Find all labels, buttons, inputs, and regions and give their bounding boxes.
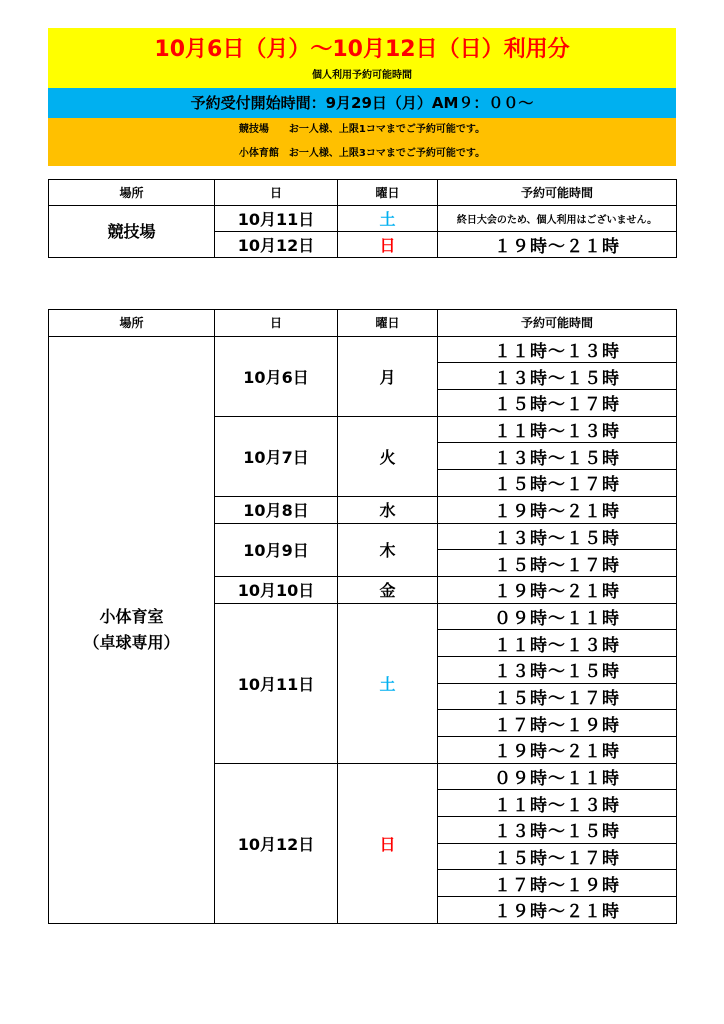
weekday-cell: 土 [338,206,438,232]
table-row [49,336,677,363]
header-weekday: 曜日 [338,180,438,206]
small-gym-table [48,309,677,924]
weekday-cell: 火 [338,416,438,496]
limit-small-gym: 小体育館 お一人様、上限3コマまでご予約可能です。 [238,148,486,159]
time-slot: １３時～１５時 [438,443,677,470]
date-cell: 10月12日 [215,763,338,923]
table-header-row [49,180,677,206]
stadium-table [48,179,677,258]
venue-name: 小体育室 [99,606,164,626]
weekday-cell: 木 [338,523,438,576]
time-slot: １１時～１３時 [438,336,677,363]
time-slot: １５時～１７時 [438,550,677,577]
time-slot: １７時～１９時 [438,710,677,737]
header-place: 場所 [49,180,215,206]
date-cell: 10月7日 [215,416,338,496]
weekday-cell: 土 [338,603,438,763]
time-slot: １１時～１３時 [438,790,677,817]
title-banner [48,28,676,88]
date-cell: 10月10日 [215,576,338,603]
date-cell: 10月9日 [215,523,338,576]
venue-small-gym [49,336,215,923]
weekday-cell: 日 [338,232,438,258]
time-slot: 終日大会のため、個人利用はございません。 [438,206,677,232]
time-slot: １１時～１３時 [438,416,677,443]
time-slot: １５時～１７時 [438,390,677,417]
weekday-cell: 日 [338,763,438,923]
table-header-row [49,310,677,337]
time-slot: １７時～１９時 [438,870,677,897]
time-slot: ０９時～１１時 [438,763,677,790]
date-cell: 10月8日 [215,496,338,523]
page-subtitle: 個人利用予約可能時間 [312,70,412,81]
time-slot: １３時～１５時 [438,817,677,844]
time-slot: １９時～２１時 [438,232,677,258]
limit-stadium: 競技場 お一人様、上限1コマまでご予約可能です。 [238,124,486,135]
weekday-cell: 金 [338,576,438,603]
time-slot: １３時～１５時 [438,523,677,550]
header-date: 日 [215,310,338,337]
time-slot: １９時～２１時 [438,737,677,764]
time-slot: ０９時～１１時 [438,603,677,630]
weekday-cell: 月 [338,336,438,416]
time-slot: １５時～１７時 [438,683,677,710]
limits-banner [48,118,676,166]
time-slot: １９時～２１時 [438,496,677,523]
time-slot: １５時～１７時 [438,470,677,497]
date-cell: 10月6日 [215,336,338,416]
time-slot: １３時～１５時 [438,363,677,390]
time-slot: １９時～２１時 [438,897,677,924]
header-place: 場所 [49,310,215,337]
date-cell: 10月11日 [215,206,338,232]
header-times: 予約可能時間 [438,310,677,337]
time-slot: １３時～１５時 [438,656,677,683]
time-slot: １５時～１７時 [438,843,677,870]
reservation-start-banner: 予約受付開始時間：9月29日（月）AM９：００～ [48,88,676,118]
venue-stadium: 競技場 [49,206,215,258]
weekday-cell: 水 [338,496,438,523]
time-slot: １９時～２１時 [438,576,677,603]
time-slot: １１時～１３時 [438,630,677,657]
page-title: 10月6日（月）～10月12日（日）利用分 [154,37,570,62]
header-times: 予約可能時間 [438,180,677,206]
date-cell: 10月12日 [215,232,338,258]
date-cell: 10月11日 [215,603,338,763]
header-weekday: 曜日 [338,310,438,337]
table-row [49,206,677,232]
header-date: 日 [215,180,338,206]
venue-note: （卓球専用） [83,632,180,652]
